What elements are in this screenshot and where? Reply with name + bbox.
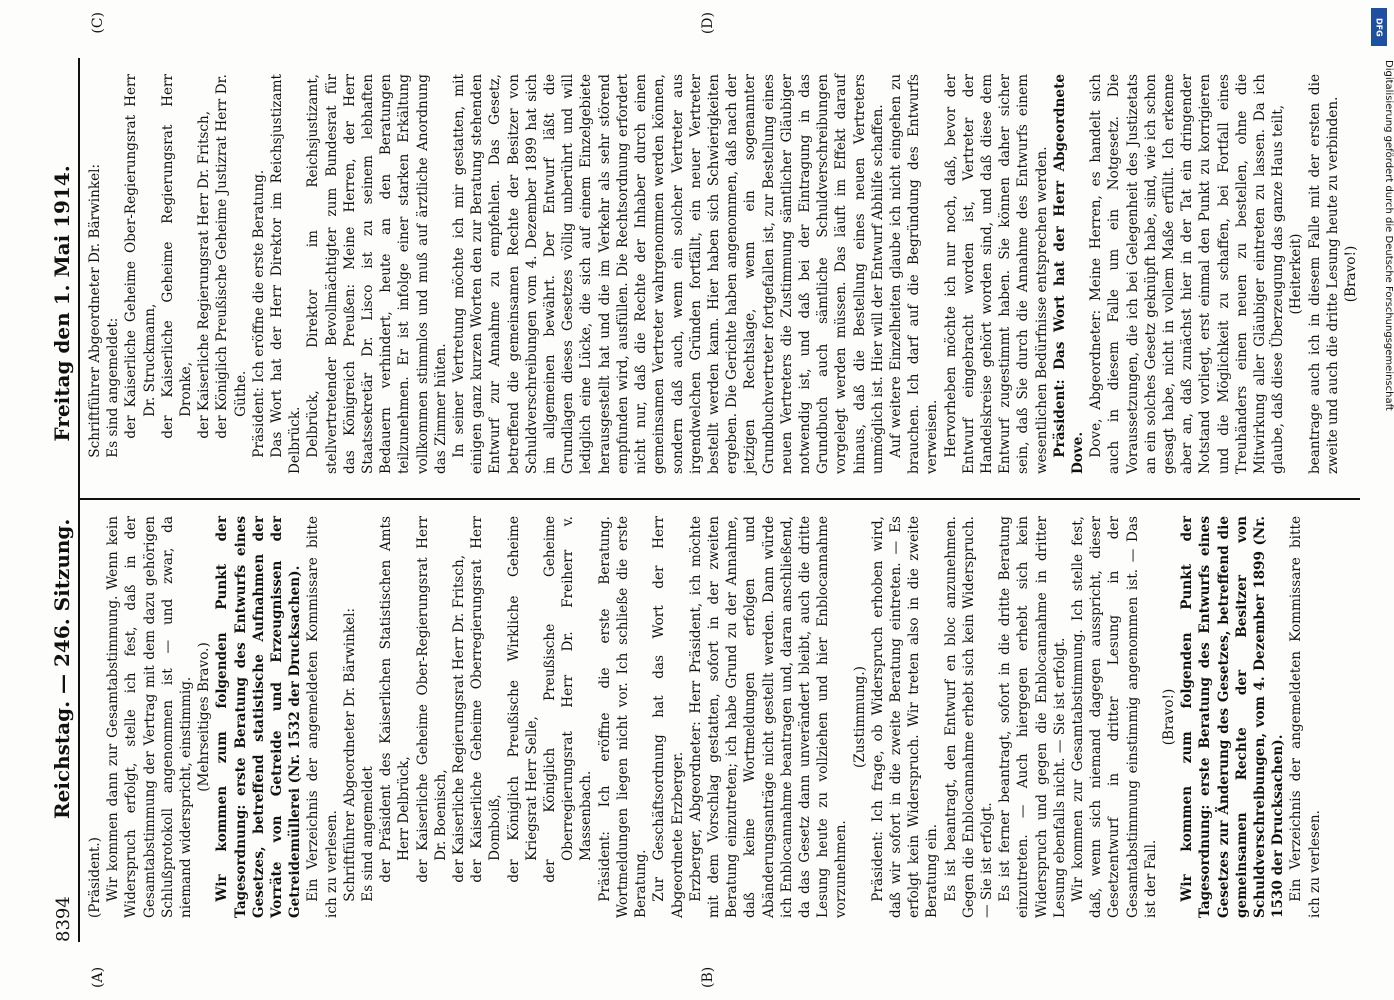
paragraph: Wir kommen dann zur Gesamtabstimmung. Wenn kein Widerspruch erfolgt, stelle ich fest, daß in der Gesamtabstimmung der Vertrag mit dem dazu gehörigen Schlußprotokoll angenommen ist — und zwar, da niemand widerspricht, einstimmig. xyxy=(105,516,195,918)
agenda-item: Wir kommen zum folgenden Punkt der Tagesordnung: erste Beratung des Entwurfs eines Gesetzes, betreffend statistische Aufnahmen der Vorräte von Getreide und Erzeugnissen der Getreidemüllerei (Nr. 1532 der Drucksachen). xyxy=(214,516,304,918)
right-column xyxy=(80,58,1360,500)
reaction: (Zustimmung.) xyxy=(851,666,868,768)
left-column xyxy=(80,500,1360,942)
paragraph: Auf weitere Einzelheiten glaube ich nicht eingehen zu brauchen. Ich darf auf die Begründung des Entwurfs verweisen. xyxy=(887,74,941,474)
paragraph: beantrage auch ich in diesem Falle mit der ersten die zweite und auch die dritte Lesung heute zu verbinden. xyxy=(1306,74,1341,474)
paragraph: Schriftführer Abgeordneter Dr. Bärwinkel: xyxy=(87,163,103,458)
paragraph: Zur Geschäftsordnung hat das Wort der Herr Abgeordnete Erzberger. xyxy=(651,516,686,918)
paragraph: Es ist ferner beantragt, sofort in die dritte Beratung einzutreten. — Auch hiergegen erhebt sich kein Widerspruch und gegen die Enblocannahme in dritter Lesung ebenfalls nicht. — Sie ist erfolgt. xyxy=(997,516,1068,918)
paragraph: Das Wort hat der Herr Direktor im Reichsjustizamt Delbrück. xyxy=(269,74,304,474)
margin-marker-c: (C) xyxy=(90,12,106,34)
header-right-title: Freitag den 1. Mai 1914. xyxy=(50,165,74,442)
commissioner-entry: der Kaiserliche Regierungsrat Herr Dr. Fritsch, xyxy=(196,110,213,439)
commissioner-entry: der Kaiserliche Geheime Ober-Regierungsrat Herr Dr. Boenisch, xyxy=(414,516,449,883)
reaction: (Bravo!) xyxy=(1343,245,1360,303)
paragraph: Erzberger, Abgeordneter: Herr Präsident, ich möchte mit dem Vorschlag gestatten, sofort in der zweiten Beratung einzutreten; ich habe Grund zu der Annahme, daß keine Wortmeldungen erfolgen und Abänderungsanträge nicht gestellt werden. Dann würde ich Enblocannahme beantragen und, daran anschließend, da das Gesetz dann unverändert bleibt, auch die dritte Lesung heute zu vollziehen und hier Enblocannahme vorzunehmen. xyxy=(687,516,850,918)
page-number: 8394 xyxy=(53,896,74,942)
paragraph: Delbrück, Direktor im Reichsjustizamt, stellvertretender Bevollmächtigter zum Bundesrat für das Königreich Preußen: Meine Herren, der Herr Staatssekretär Dr. Lisco ist zu seinem lebhaften Bedauern verhindert, heute an den Beratungen teilzunehmen. Er ist infolge einer starken Erkältung vollkommen stimmlos und muß auf ärztliche Anordnung das Zimmer hüten. xyxy=(305,74,449,474)
paragraph: Schriftführer Abgeordneter Dr. Bärwinkel: xyxy=(341,607,358,902)
paragraph: Hervorheben möchte ich nur noch, daß, bevor der Entwurf eingebracht worden ist, Vertreter der Handelskreise gehört worden sind, und daß diese dem Entwurf zugestimmt haben. Sie können daher sicher sein, daß Sie durch die Annahme des Entwurfs einem wesentlichen Bedürfnisse entsprechen werden. xyxy=(942,74,1050,474)
header-left-title: Reichstag. — 246. Sitzung. xyxy=(50,518,74,819)
paragraph: Präsident: Das Wort hat der Herr Abgeordnete Dove. xyxy=(1051,74,1086,474)
commissioner-entry: der Kaiserliche Geheime Ober-Regierungsrat Herr Dr. Struckmann, xyxy=(123,74,158,439)
commissioner-entry: der Kaiserliche Regierungsrat Herr Dr. Fritsch, xyxy=(451,554,468,883)
agenda-item: Wir kommen zum folgenden Punkt der Tagesordnung: erste Beratung des Entwurfs eines Gesetzes zur Änderung des Gesetzes, betreffend die gemeinsamen Rechte der Besitzer von Schuldverschreibungen, vom 4. Dezember 1899 (Nr. 1530 der Drucksachen). xyxy=(1179,516,1287,918)
margin-marker-b: (B) xyxy=(700,966,716,988)
paragraph: Es sind angemeldet: xyxy=(105,317,122,458)
paragraph: Präsident: Ich eröffne die erste Beratung. Wortmeldungen liegen nicht vor. Ich schließe die erste Beratung. xyxy=(596,516,650,918)
digitization-note: Digitalisierung gefördert durch die Deutsche Forschungsgemeinschaft xyxy=(1383,60,1394,411)
paragraph: Ein Verzeichnis der angemeldeten Kommissare bitte ich zu verlesen. xyxy=(1288,516,1323,918)
commissioner-entry: der Königlich Preußische Geheime Oberregierungsrat Herr Dr. Freiherr v. Massenbach. xyxy=(542,516,595,883)
paragraph: Es sind angemeldet xyxy=(360,766,377,902)
margin-marker-a: (A) xyxy=(90,966,106,988)
paragraph: Es ist beantragt, den Entwurf en bloc anzunehmen. Gegen die Enblocannahme erhebt sich kein Widerspruch. — Sie ist erfolgt. xyxy=(942,516,995,918)
page-header xyxy=(50,58,80,942)
commissioner-entry: der Königlich Preußische Geheime Justizrat Herr Dr. Güthe. xyxy=(214,74,249,439)
commissioner-entry: der Präsident des Kaiserlichen Statistischen Amts Herr Delbrück, xyxy=(378,516,413,883)
paragraph: Wir kommen zur Gesamtabstimmung. Ich stelle fest, daß, wenn sich niemand dagegen ausspricht, dieser Gesetzentwurf in dritter Lesung in der Gesamtabstimmung einstimmig angenommen ist. — Das ist der Fall. xyxy=(1069,516,1159,918)
commissioner-entry: der Königlich Preußische Wirkliche Geheime Kriegsrat Herr Selle, xyxy=(505,516,540,883)
paragraph: In seiner Vertretung möchte ich mir gestatten, mit einigen ganz kurzen Worten den zur Beratung stehenden Entwurf zur Annahme zu empfehlen. Das Gesetz, betreffend die gemeinsamen Rechte der Besitzer von Schuldverschreibungen vom 4. Dezember 1899 hat sich im allgemeinen bewährt. Der Entwurf läßt die Grundlagen dieses Gesetzes völlig unberührt und will lediglich eine Lücke, die sich auf einem Einzelgebiete herausgestellt hat und die im Verkehr als sehr störend empfunden wird, ausfüllen. Die Rechtsordnung erfordert nicht nur, daß die Rechte der Inhaber durch einen gemeinsamen Vertreter wahrgenommen werden können, sondern daß auch, wenn ein solcher Vertreter aus irgendwelchen Gründen fortfällt, ein neuer Vertreter bestellt werden kann. Hier haben sich Schwierigkeiten ergeben. Die Gerichte haben angenommen, daß nach der jetzigen Rechtslage, wenn ein sogenannter Grundbuchvertreter fortgefallen ist, zur Bestellung eines neuen Vertreters die Zustimmung sämtlicher Gläubiger notwendig ist, und daß bei der Eintragung in das Grundbuch auch sämtliche Schuldverschreibungen vorgelegt werden müssen. Das läuft im Effekt darauf hinaus, daß die Bestellung eines neuen Vertreters unmöglich ist. Hier will der Entwurf Abhilfe schaffen. xyxy=(451,74,886,474)
paragraph: Ein Verzeichnis der angemeldeten Kommissare bitte ich zu verlesen. xyxy=(305,516,340,918)
speaker-continuation: (Präsident.) xyxy=(87,837,103,918)
margin-marker-d: (D) xyxy=(700,12,716,35)
paragraph: Präsident: Ich frage, ob Widerspruch erhoben wird, daß wir sofort in die zweite Beratung eintreten. — Es erfolgt kein Widerspruch. Wir treten also in die zweite Beratung ein. xyxy=(869,516,941,918)
reaction: (Heiterkeit) xyxy=(1288,233,1305,315)
commissioner-entry: der Kaiserliche Geheime Oberregierungsrat Herr Domboiß, xyxy=(469,516,504,883)
reaction: (Mehrseitiges Bravo.) xyxy=(196,642,213,792)
paragraph: Dove, Abgeordneter: Meine Herren, es handelt sich auch in diesem Falle um ein Notgesetz. Die Voraussetzungen, die ich bei Gelegenheit des Justizetats an ein solches Gesetz geknüpft habe, sind, wie ich schon gesagt habe, nicht in vollem Maße erfüllt. Ich erkenne aber an, daß zunächst hier in der Tat ein dringender Notstand vorliegt, erst einmal den Punkt zu korrigieren und die Möglichkeit zu schaffen, bei Fortfall eines Treuhänders einen neuen zu bestellen, ohne die Mitwirkung aller Gläubiger eintreten zu lassen. Da ich glaube, daß diese Überzeugung das ganze Haus teilt, xyxy=(1088,74,1287,474)
two-column-body xyxy=(80,12,1360,988)
reaction: (Bravo!) xyxy=(1160,688,1177,746)
dfg-logo xyxy=(1371,8,1387,46)
dfg-logo-text: DFG xyxy=(1374,17,1384,37)
paragraph: Präsident: Ich eröffne die erste Beratung. xyxy=(250,169,267,458)
commissioner-entry: der Kaiserliche Geheime Regierungsrat Herr Dronke, xyxy=(159,74,195,439)
